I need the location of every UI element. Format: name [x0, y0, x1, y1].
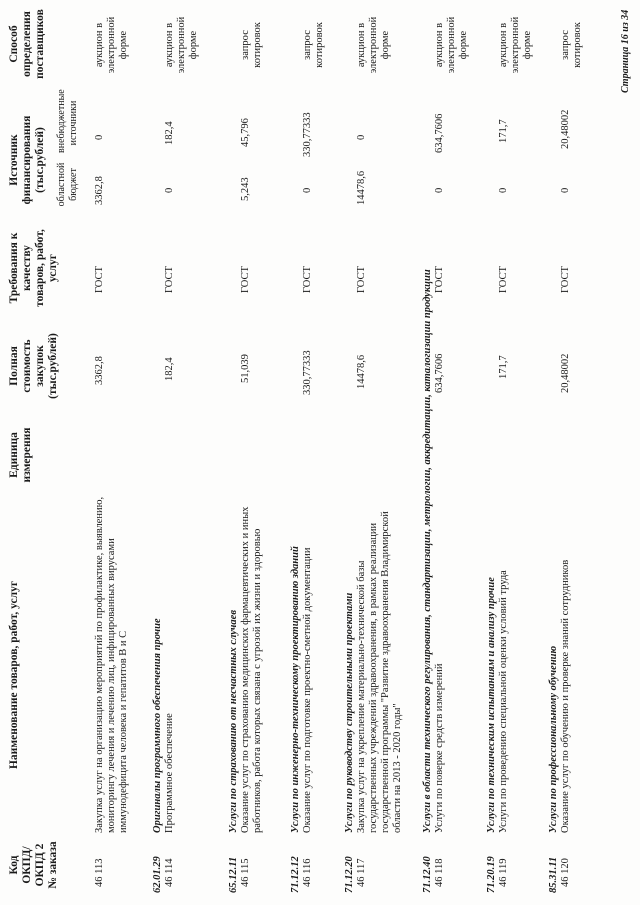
item-requirements: ГОСТ — [94, 266, 105, 293]
order-number: 46 117 — [356, 858, 367, 887]
section-title: Услуги по страхованию от несчастных случаев — [228, 609, 239, 833]
section-title: Услуги в области технического регулирования, стандартизации, метрологии, аккредитации, каталогизации продукции — [422, 269, 433, 833]
item-cost: 51,039 — [240, 354, 251, 383]
item-cost: 3362,8 — [94, 356, 105, 385]
item-method: аукцион в электронной форме — [498, 16, 533, 74]
item-extra: 0 — [356, 134, 367, 140]
item-requirements: ГОСТ — [302, 266, 313, 293]
section-title: Услуги по инженерно-техническому проектированию зданий — [290, 546, 301, 833]
item-name: Оказание услуг по страхованию медицинских фармацевтических и иных работников, работа которых связана с угрозой их жизни и здоровью — [240, 506, 263, 833]
item-name: Закупка услуг на укрепление материально-технической базы государственных учреждений здравоохранения, в рамках реализации государственной программы "Развитие здравоохранения Владимирской области на 2013 - 2020 годы" — [356, 511, 403, 833]
order-number: 46 119 — [498, 858, 509, 887]
item-extra: 45,796 — [240, 118, 251, 147]
section-title: Услуги по профессиональному обучению — [548, 645, 559, 833]
section-code: 85.31.11 — [548, 856, 559, 893]
item-extra: 171,7 — [498, 119, 509, 143]
order-number: 46 114 — [164, 858, 175, 887]
item-regional: 14478,6 — [356, 170, 367, 205]
item-cost: 20,48002 — [560, 353, 571, 393]
order-number: 46 118 — [434, 858, 445, 887]
section-code: 71.12.40 — [422, 856, 433, 893]
section-code: 62.01.29 — [152, 856, 163, 893]
section-code: 71.12.12 — [290, 856, 301, 893]
order-number: 46 116 — [302, 858, 313, 887]
item-regional: 0 — [164, 187, 175, 193]
item-name: Закупка услуг на организацию мероприятий по профилактике, выявлению, мониторингу лечения и лечению лиц, инфицированных вирусами иммунодефицита человека и гепатитов В и С — [94, 496, 129, 833]
item-regional: 0 — [434, 187, 445, 193]
item-name: Оказание услуг по обучению и проверке знаний сотрудников — [560, 559, 571, 833]
item-regional: 0 — [302, 187, 313, 193]
item-name: Услуги по поверке средств измерений — [434, 663, 445, 833]
item-cost: 182,4 — [164, 357, 175, 381]
item-requirements: ГОСТ — [498, 266, 509, 293]
section-title: Услуги по руководству строительными проектами — [344, 592, 355, 833]
item-requirements: ГОСТ — [240, 266, 251, 293]
section-title: Услуги по техническим испытаниям и анализу прочие — [486, 577, 497, 833]
item-extra: 20,48002 — [560, 109, 571, 149]
item-requirements: ГОСТ — [356, 266, 367, 293]
item-method: аукцион в электронной форме — [94, 16, 129, 74]
header-source-extra: внебюджетные источники — [56, 89, 79, 153]
order-number: 46 120 — [560, 858, 571, 887]
item-requirements: ГОСТ — [434, 266, 445, 293]
item-name: Оказание услуг по подготовке проектно-сметной документации — [302, 547, 313, 833]
item-regional: 5,243 — [240, 177, 251, 201]
item-name: Услуги по проведению специальной оценки условий труда — [498, 570, 509, 833]
header-unit: Единица измерения — [8, 427, 33, 483]
item-extra: 182,4 — [164, 121, 175, 145]
header-cost: Полная стоимость закупок (тыс.рублей) — [8, 333, 59, 399]
item-regional: 3362,8 — [94, 176, 105, 205]
page-number: Страница 16 из 34 — [620, 9, 631, 93]
section-title: Оригиналы программного обеспечения прочие — [152, 618, 163, 833]
header-requirements: Требования к качеству товаров, работ, услуг — [8, 229, 59, 307]
item-regional: 0 — [560, 187, 571, 193]
item-method: аукцион в электронной форме — [434, 16, 469, 74]
header-source-regional: областной бюджет — [56, 162, 79, 207]
section-code: 71.12.20 — [344, 856, 355, 893]
header-code: Код ОКПД/ ОКПД 2 № заказа — [8, 841, 59, 889]
item-extra: 634,7606 — [434, 113, 445, 153]
item-extra: 0 — [94, 134, 105, 140]
item-cost: 171,7 — [498, 355, 509, 379]
item-name: Программное обеспечение — [164, 713, 175, 833]
order-number: 46 115 — [240, 858, 251, 887]
item-method: запрос котировок — [240, 22, 263, 68]
item-extra: 330,77333 — [302, 112, 313, 157]
item-method: запрос котировок — [302, 22, 325, 68]
item-cost: 634,7606 — [434, 353, 445, 393]
item-requirements: ГОСТ — [164, 266, 175, 293]
header-method: Способ определения поставщиков — [8, 9, 46, 79]
item-method: аукцион в электронной форме — [164, 16, 199, 74]
item-method: запрос котировок — [560, 22, 583, 68]
item-cost: 330,77333 — [302, 350, 313, 395]
item-method: аукцион в электронной форме — [356, 16, 391, 74]
item-requirements: ГОСТ — [560, 266, 571, 293]
item-regional: 0 — [498, 187, 509, 193]
item-cost: 14478,6 — [356, 354, 367, 389]
order-number: 46 113 — [94, 858, 105, 887]
section-code: 65.12.11 — [228, 856, 239, 893]
header-name: Наименование товаров, работ, услуг — [8, 580, 20, 770]
header-source: Источник финансирования (тыс.рублей) — [8, 115, 46, 205]
section-code: 71.20.19 — [486, 856, 497, 893]
